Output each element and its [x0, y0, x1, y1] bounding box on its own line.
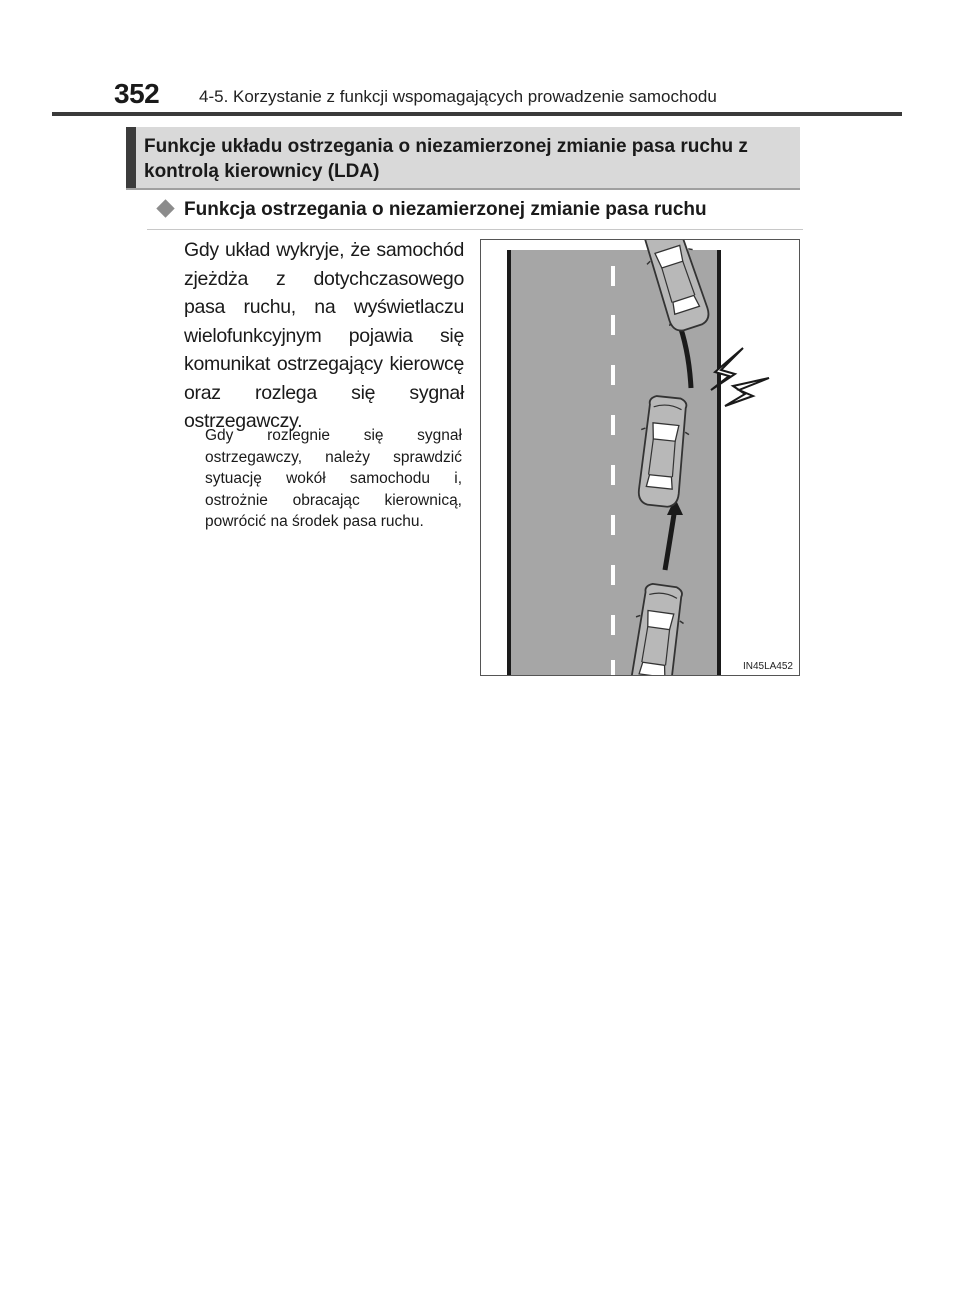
subsection-title: Funkcja ostrzegania o niezamierzonej zmianie pasa ruchu: [184, 199, 707, 220]
subsection-rule: [147, 229, 803, 230]
diamond-bullet-icon: [156, 200, 174, 218]
note-paragraph: Gdy rozlegnie się sygnał ostrzegawczy, należy sprawdzić sytuację wokół samochodu i, ostrożnie obracając kierownicą, powrócić na środek pasa ruchu.: [205, 427, 462, 530]
lane-departure-illustration: [480, 239, 800, 676]
body-paragraph: Gdy układ wykryje, że samochód zjeżdża z dotychczasowego pasa ruchu, na wyświetlaczu wielofunkcyjnym pojawia się komunikat ostrzegający kierowcę oraz rozlega się sygnał ostrzegawczy.: [184, 239, 464, 432]
image-code: IN45LA452: [742, 661, 793, 672]
header-rule: [52, 112, 902, 116]
road-lane-icon: [481, 240, 799, 675]
page-number: 352: [114, 78, 160, 109]
running-head: 4-5. Korzystanie z funkcji wspomagających prowadzenie samochodu: [199, 87, 717, 106]
section-title: Funkcje układu ostrzegania o niezamierzonej zmianie pasa ruchu z kontrolą kierownicy (LDA): [144, 136, 748, 182]
subsection-heading: [156, 199, 806, 221]
section-heading-bar: [126, 127, 136, 188]
section-heading-box: [126, 127, 800, 190]
